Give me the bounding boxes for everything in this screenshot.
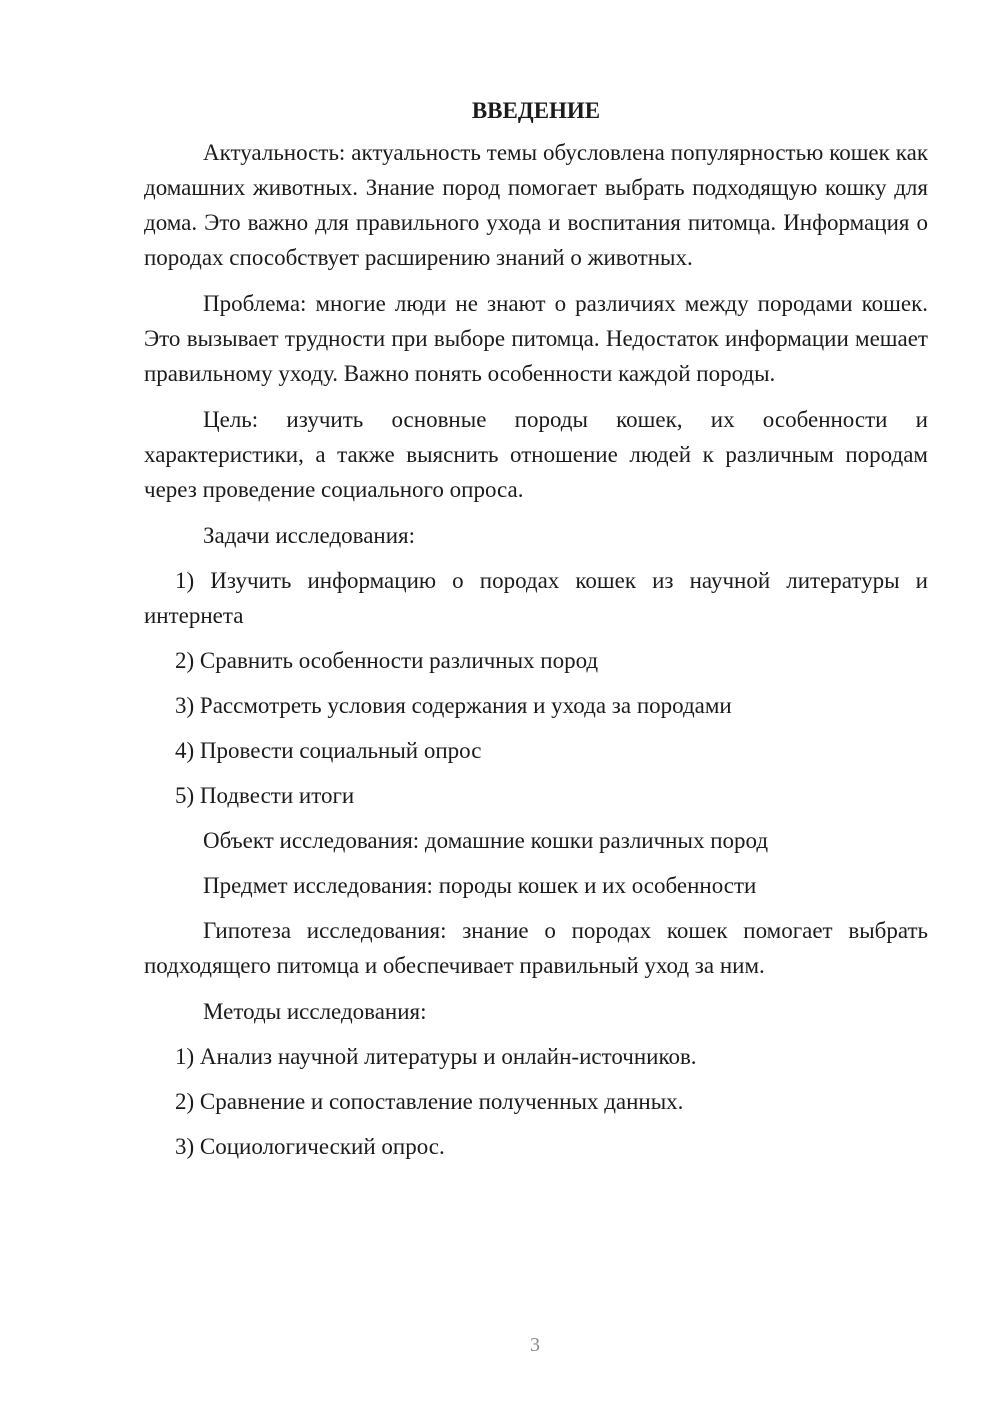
method-item-3: 3) Социологический опрос. bbox=[175, 1134, 445, 1159]
task-item-5: 5) Подвести итоги bbox=[175, 783, 355, 808]
problem-paragraph: Проблема: многие люди не знают о различиях между породами кошек. Это вызывает трудности при выборе питомца. Недостаток информации мешает правильному уходу. Важно понять особенности каждой породы. bbox=[144, 291, 928, 386]
page-number: 3 bbox=[530, 1334, 540, 1356]
methods-heading: Методы исследования: bbox=[203, 999, 427, 1024]
task-item-1: 1) Изучить информацию о породах кошек из научной литературы и интернета bbox=[144, 568, 928, 628]
task-item-3: 3) Рассмотреть условия содержания и ухода за породами bbox=[175, 693, 732, 718]
hypothesis-paragraph: Гипотеза исследования: знание о породах кошек помогает выбрать подходящего питомца и обеспечивает правильный уход за ним. bbox=[144, 918, 928, 978]
relevance-paragraph: Актуальность: актуальность темы обусловлена популярностью кошек как домашних животных. Знание пород помогает выбрать подходящую кошку для дома. Это важно для правильного ухода и воспитания питомца. Информация о породах способствует расширению знаний о животных. bbox=[144, 140, 928, 270]
tasks-heading: Задачи исследования: bbox=[203, 523, 416, 548]
method-item-1: 1) Анализ научной литературы и онлайн-источников. bbox=[175, 1044, 697, 1069]
task-item-4: 4) Провести социальный опрос bbox=[175, 738, 482, 763]
research-subject: Предмет исследования: породы кошек и их особенности bbox=[203, 873, 757, 898]
page-title: ВВЕДЕНИЕ bbox=[471, 98, 601, 123]
task-item-2: 2) Сравнить особенности различных пород bbox=[175, 648, 599, 673]
goal-paragraph: Цель: изучить основные породы кошек, их особенности и характеристики, а также выяснить отношение людей к различным породам через проведение социального опроса. bbox=[144, 407, 928, 502]
research-object: Объект исследования: домашние кошки различных пород bbox=[203, 828, 769, 853]
method-item-2: 2) Сравнение и сопоставление полученных данных. bbox=[175, 1089, 684, 1114]
page-content bbox=[144, 94, 928, 1174]
